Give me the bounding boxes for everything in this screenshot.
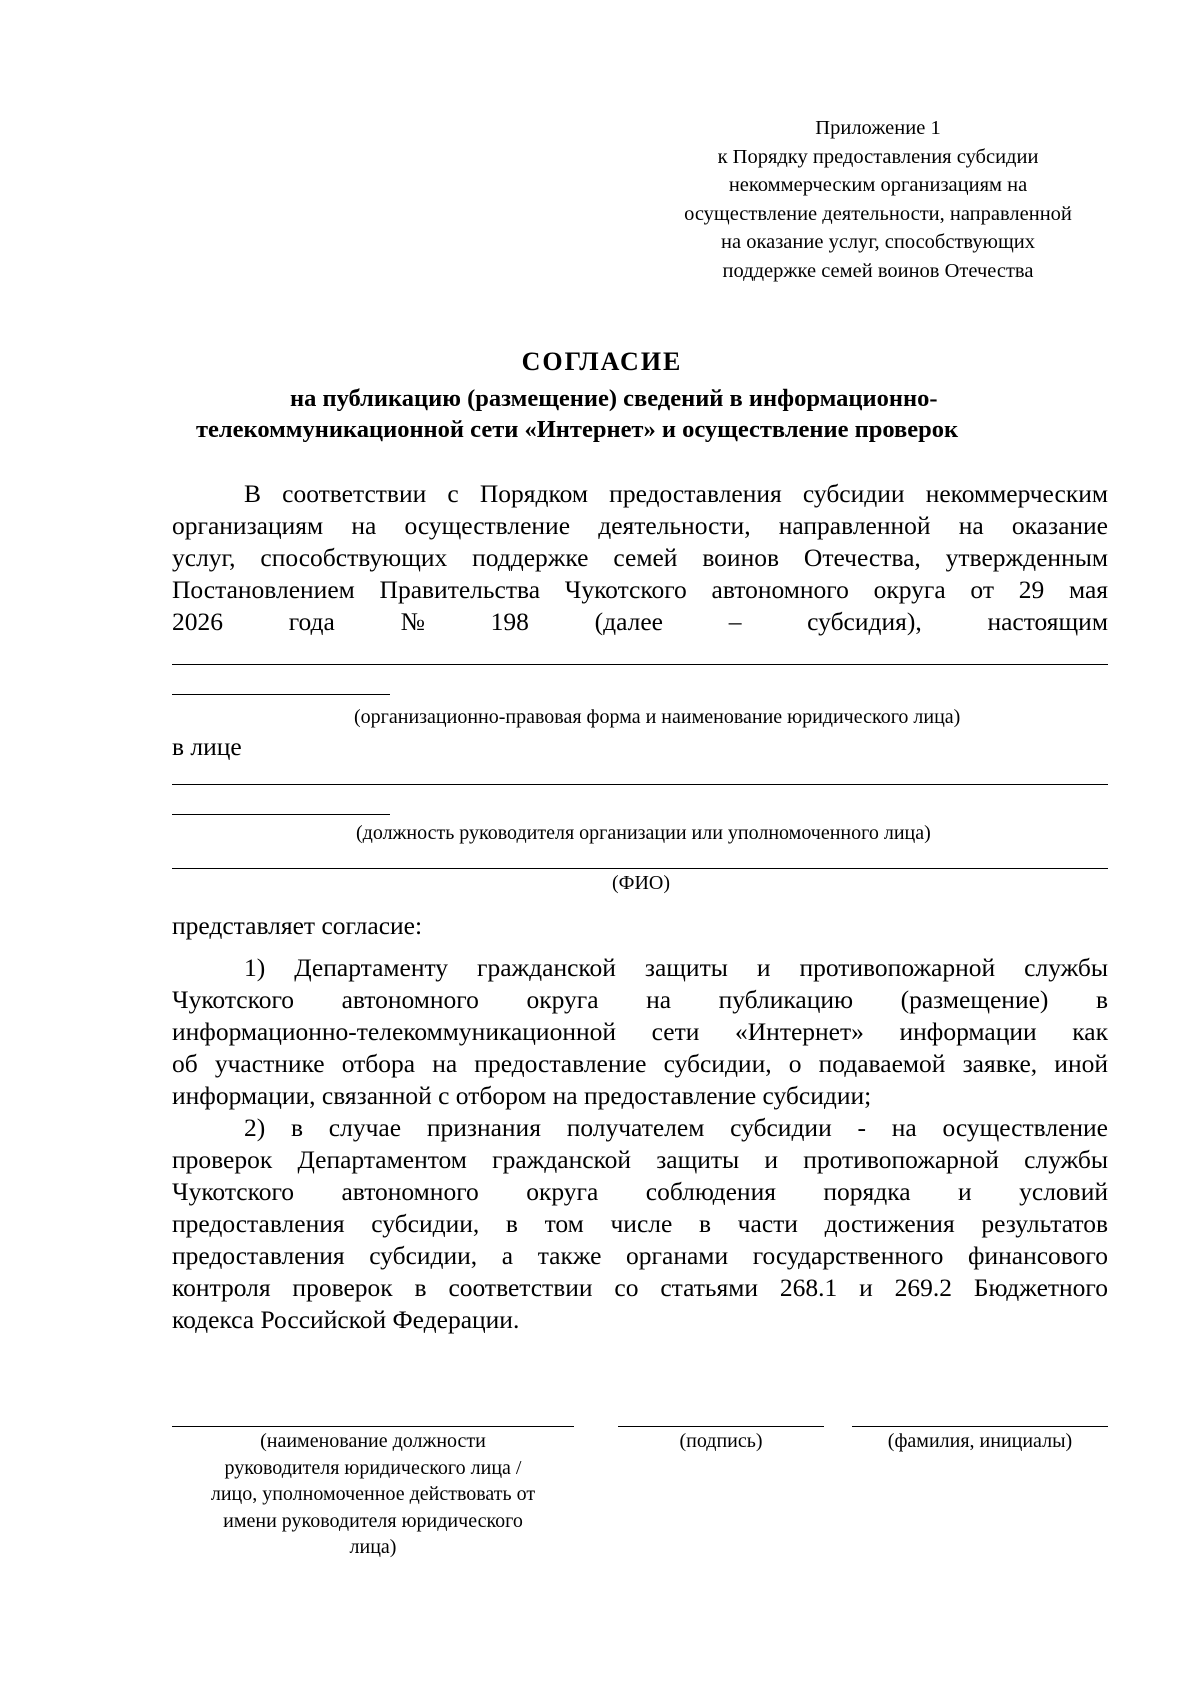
intro-word: 2026 (172, 607, 223, 636)
item2-line: проверок Департаментом гражданской защиты и противопожарной службы (172, 1145, 1108, 1174)
annex-block (630, 114, 1126, 286)
item2-line: контроля проверок в соответствии со статьями 268.1 и 269.2 Бюджетного (172, 1273, 1108, 1302)
item1-line: 1) Департаменту гражданской защиты и противопожарной службы (244, 953, 1108, 982)
annex-line: Приложение 1 (815, 117, 941, 139)
signature-position-line (172, 1426, 574, 1427)
item2-line: кодекса Российской Федерации. (172, 1305, 520, 1334)
signature-position-caption-line: лицо, уполномоченное действовать от (210, 1483, 536, 1505)
item1-line: информации, связанной с отбором на предоставление субсидии; (172, 1081, 872, 1110)
intro-line: организациям на осуществление деятельности, направленной на оказание (172, 511, 1108, 540)
intro-word: года (288, 607, 335, 636)
signature-name-line (852, 1426, 1108, 1427)
in-person-label: в лице (172, 732, 242, 761)
signature-sign-caption: (подпись) (679, 1430, 763, 1452)
signature-position-caption-line: (наименование должности (260, 1430, 486, 1452)
org-name-caption: (организационно-правовая форма и наименование юридического лица) (354, 706, 961, 728)
item1-line: информационно-телекоммуникационной сети «Интернет» информации как (172, 1017, 1108, 1046)
item2-line: предоставления субсидии, в том числе в части достижения результатов (172, 1209, 1108, 1238)
item1-line: об участнике отбора на предоставление субсидии, о подаваемой заявке, иной (172, 1049, 1108, 1078)
position-caption: (должность руководителя организации или уполномоченного лица) (356, 822, 931, 844)
org-name-blank-line (172, 664, 1108, 665)
signature-position-caption-line: имени руководителя юридического (223, 1509, 523, 1532)
intro-word: настоящим (987, 607, 1108, 636)
document-subtitle-line: телекоммуникационной сети «Интернет» и осуществление проверок (196, 416, 959, 443)
document-title: СОГЛАСИЕ (521, 347, 683, 376)
document-subtitle-line: на публикацию (размещение) сведений в информационно- (290, 385, 938, 412)
org-name-blank-line-short (172, 694, 390, 695)
annex-line: на оказание услуг, способствующих (721, 231, 1035, 254)
signature-sign-line (618, 1426, 824, 1427)
fio-caption: (ФИО) (612, 872, 671, 894)
intro-line: Постановлением Правительства Чукотского автономного округа от 29 мая (172, 575, 1108, 604)
signature-name-caption: (фамилия, инициалы) (887, 1430, 1073, 1452)
intro-last-line (172, 606, 1108, 638)
intro-line: услуг, способствующих поддержке семей воинов Отечества, утвержденным (172, 543, 1108, 572)
intro-word: 198 (490, 607, 529, 636)
signature-position-caption (172, 1428, 574, 1561)
item2-line: 2) в случае признания получателем субсидии - на осуществление (244, 1113, 1108, 1142)
item2-line: предоставления субсидии, а также органами государственного финансового (172, 1241, 1108, 1270)
annex-line: осуществление деятельности, направленной (684, 202, 1072, 225)
consent-label: представляет согласие: (172, 911, 423, 940)
position-blank-line-short (172, 814, 390, 815)
intro-line: В соответствии с Порядком предоставления субсидии некоммерческим (244, 479, 1108, 508)
signature-position-caption-line: лица) (349, 1536, 397, 1558)
intro-word: – (728, 607, 742, 636)
intro-word: (далее (594, 607, 663, 636)
intro-word: № (400, 607, 425, 636)
intro-word: субсидия), (807, 607, 922, 636)
item1-line: Чукотского автономного округа на публикацию (размещение) в (172, 985, 1108, 1014)
annex-line: поддержке семей воинов Отечества (722, 259, 1034, 282)
signature-position-caption-line: руководителя юридического лица / (224, 1456, 522, 1479)
fio-blank-line (172, 868, 1108, 869)
annex-line: к Порядку предоставления субсидии (717, 145, 1039, 168)
position-blank-line (172, 784, 1108, 785)
item2-line: Чукотского автономного округа соблюдения порядка и условий (172, 1177, 1108, 1206)
annex-line: некоммерческим организациям на (728, 174, 1028, 197)
